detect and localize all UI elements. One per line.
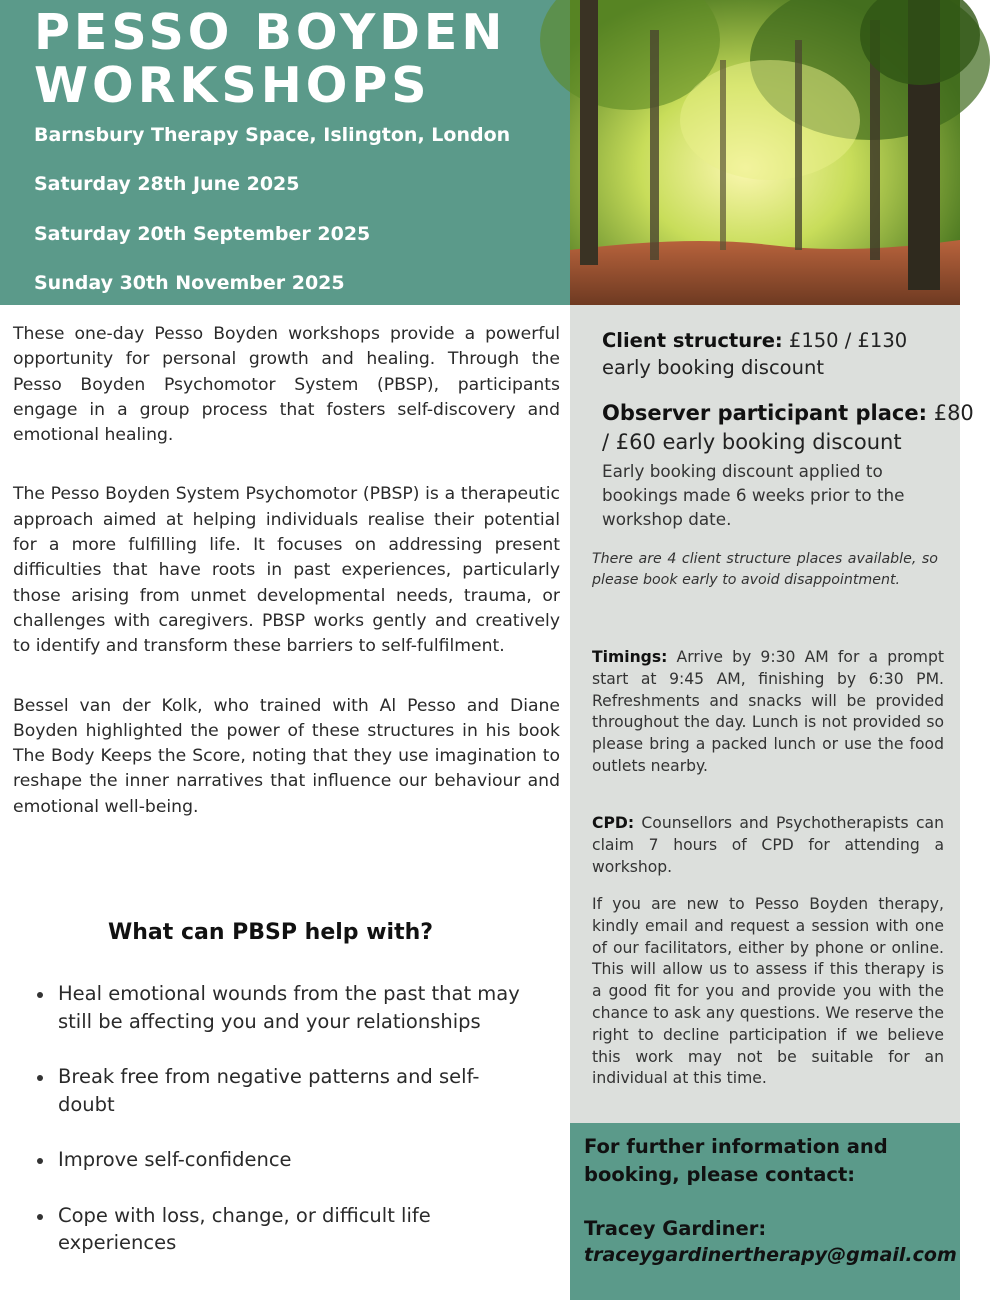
intro-paragraph-2: The Pesso Boyden System Psychomotor (PBSP) is a therapeutic approach aimed at helping individuals realise their potential for a more fulfilling life. It focuses on addressing present difficulties that have roots in past experiences, particularly those arising from unmet developmental needs, trauma, or challenges with caregivers. PBSP works gently and creatively to identify and transform these barriers to self-fulfilment. (13, 484, 560, 657)
cpd-label: CPD: (592, 814, 635, 832)
intro-paragraph-3: Bessel van der Kolk, who trained with Al Pesso and Diane Boyden highlighted the power of these structures in his book The Body Keeps the Score, noting that they use imagination to reshape the inner narratives that influence our behaviour and emotional well-being. (13, 695, 560, 817)
help-list (34, 980, 534, 1285)
contact-email[interactable]: traceygardinertherapy@gmail.com (584, 1244, 957, 1266)
help-heading: What can PBSP help with? (108, 920, 434, 945)
contact-heading: For further information and booking, please contact: (584, 1135, 888, 1186)
forest-image (570, 0, 960, 305)
intro-paragraph-1: These one-day Pesso Boyden workshops provide a powerful opportunity for personal growth and healing. Through the Pesso Boyden Psychomotor System (PBSP), participants engage in a group process that fosters self-discovery and emotional healing. (13, 324, 560, 446)
client-discount: early booking discount (602, 356, 824, 379)
help-item-1: Heal emotional wounds from the past that may still be affecting you and your relationships (34, 980, 534, 1035)
timings-label: Timings: (592, 648, 668, 666)
venue-location: Barnsbury Therapy Space, Islington, London (34, 124, 511, 146)
help-item-4: Cope with loss, change, or difficult life experiences (34, 1202, 534, 1257)
timings-text: Arrive by 9:30 AM for a prompt start at 9:45 AM, finishing by 6:30 PM. Refreshments and snacks will be provided throughout the day. Lunch is not provided so please bring a packed lunch or use the food outlets nearby. (592, 648, 944, 775)
observer-price (602, 399, 992, 457)
date-3: Sunday 30th November 2025 (34, 272, 345, 294)
cpd-text: Counsellors and Psychotherapists can claim 7 hours of CPD for attending a workshop. (592, 814, 944, 876)
early-booking-note: Early booking discount applied to bookings made 6 weeks prior to the workshop date. (602, 461, 905, 529)
forest-photo (570, 0, 960, 305)
page-title (34, 6, 506, 112)
observer-price-label: Observer participant place: (602, 401, 928, 425)
new-client-info: If you are new to Pesso Boyden therapy, kindly email and request a session with one of our facilitators, either by phone or online. This will allow us to assess if this therapy is a good fit for you and provide you with the chance to ask any questions. We reserve the right to decline participation if we believe this work may not be suitable for an individual at this time. (592, 895, 944, 1088)
client-price-value: £150 / £130 (782, 329, 908, 352)
contact-name: Tracey Gardiner: (584, 1217, 767, 1240)
title-line-2: WORKSHOPS (34, 57, 431, 114)
observer-discount: / £60 early booking discount (602, 430, 902, 454)
places-note: There are 4 client structure places available, so please book early to avoid disappointment. (592, 551, 938, 588)
timings-info (592, 647, 944, 778)
title-line-1: PESSO BOYDEN (34, 4, 507, 61)
intro-text (13, 322, 560, 820)
header-banner (0, 0, 570, 305)
date-1: Saturday 28th June 2025 (34, 173, 300, 195)
client-price (602, 327, 907, 381)
client-price-label: Client structure: (602, 329, 783, 352)
cpd-info (592, 813, 944, 878)
pricing-panel (570, 305, 974, 1123)
help-item-2: Break free from negative patterns and self-doubt (34, 1063, 534, 1118)
observer-price-value: £80 (927, 401, 974, 425)
date-2: Saturday 20th September 2025 (34, 223, 371, 245)
help-item-3: Improve self-confidence (34, 1146, 534, 1174)
contact-box (570, 1123, 960, 1300)
